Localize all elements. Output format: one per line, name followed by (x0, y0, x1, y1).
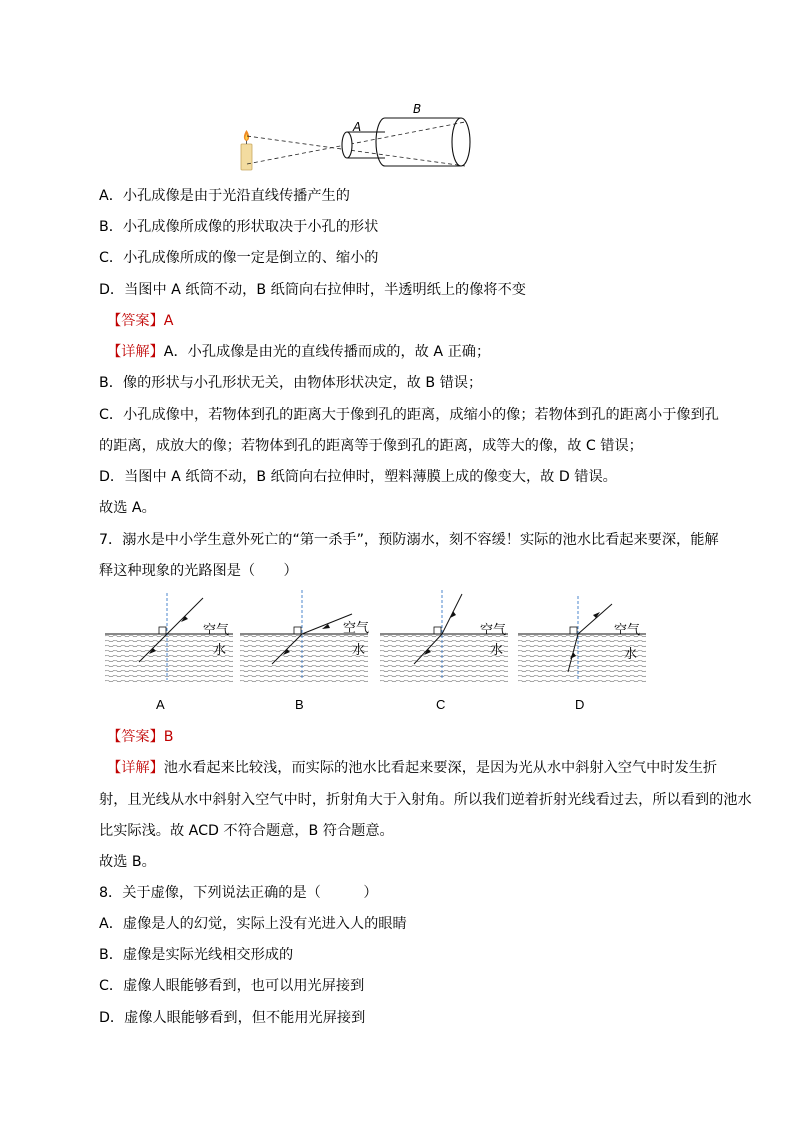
diagram-c[interactable] (380, 590, 508, 682)
q6-detail-line1: 【详解】A．小孔成像是由光的直线传播而成的，故 A 正确； (107, 344, 491, 360)
q7-detail-line2: 射，且光线从水中斜射入空气中时，折射角大于入射角。所以我们逆着折射光线看过去，所以看到的池水 (99, 792, 752, 808)
q6-conclusion: 故选 A。 (99, 500, 156, 516)
q6-detail-line5: D．当图中 A 纸筒不动，B 纸筒向右拉伸时，塑料薄膜上成的像变大，故 D 错误。 (99, 469, 617, 485)
q6-answer (107, 311, 173, 331)
q7-detail-line1: 【详解】池水看起来比较浅，而实际的池水比看起来要深，是因为光从水中斜射入空气中时发生折 (107, 760, 718, 776)
diagram-label-d: D (575, 697, 585, 712)
tube-b (376, 118, 470, 166)
answer-value: A (163, 313, 174, 329)
q8-option-b: B．虚像是实际光线相交形成的 (99, 947, 294, 963)
svg-text:水: 水 (624, 647, 638, 662)
diagram-label-b: B (295, 697, 304, 712)
q8-option-a: A．虚像是人的幻觉，实际上没有光进入人的眼睛 (99, 916, 407, 932)
answer-tag: 【答案】 (107, 313, 164, 329)
svg-text:空气: 空气 (343, 621, 370, 636)
q8-option-c: C．虚像人眼能够看到，也可以用光屏接到 (99, 978, 365, 994)
candle-icon (241, 130, 252, 170)
svg-text:水: 水 (352, 643, 366, 658)
q6-option-b: B．小孔成像所成像的形状取决于小孔的形状 (99, 219, 379, 235)
q6-option-a: A．小孔成像是由于光沿直线传播产生的 (99, 188, 350, 204)
q8-option-d: D．虚像人眼能够看到，但不能用光屏接到 (99, 1010, 366, 1026)
svg-text:空气: 空气 (203, 623, 230, 638)
q8-stem: 8．关于虚像，下列说法正确的是（ ） (99, 885, 378, 901)
diagram-b[interactable] (240, 590, 369, 682)
q7-stem-line1: 7．溺水是中小学生意外死亡的“第一杀手”，预防溺水，刻不容缓！实际的池水比看起来要深，能解 (99, 532, 719, 548)
q7-detail-line3: 比实际浅。故 ACD 不符合题意，B 符合题意。 (99, 823, 394, 839)
svg-text:水: 水 (213, 643, 227, 658)
q6-option-d: D．当图中 A 纸筒不动，B 纸筒向右拉伸时，半透明纸上的像将不变 (99, 282, 526, 298)
q6-detail-line2: B．像的形状与小孔形状无关，由物体形状决定，故 B 错误； (99, 375, 483, 391)
q6-option-c: C．小孔成像所成的像一定是倒立的、缩小的 (99, 250, 379, 266)
detail-tag: 【详解】 (107, 344, 164, 360)
svg-text:空气: 空气 (614, 623, 641, 638)
diagram-label-c: C (436, 697, 446, 712)
q7-answer: 【答案】B (107, 729, 174, 745)
q7-stem-line2: 释这种现象的光路图是（ ） (99, 563, 298, 579)
svg-text:空气: 空气 (480, 623, 507, 638)
pinhole-camera-figure (235, 100, 475, 175)
q7-conclusion: 故选 B。 (99, 854, 156, 870)
label-a: A (353, 120, 362, 134)
diagram-a[interactable] (105, 593, 233, 682)
diagram-d[interactable] (518, 596, 646, 682)
q6-detail-line4: 的距离，成放大的像；若物体到孔的距离等于像到孔的距离，成等大的像，故 C 错误； (99, 438, 643, 454)
refraction-diagrams (100, 588, 646, 718)
svg-text:水: 水 (490, 643, 504, 658)
label-b: B (413, 102, 422, 116)
diagram-label-a: A (156, 697, 165, 712)
tube-a (342, 132, 385, 158)
q6-detail-line3: C．小孔成像中，若物体到孔的距离大于像到孔的距离，成缩小的像；若物体到孔的距离小于像到孔 (99, 407, 719, 423)
